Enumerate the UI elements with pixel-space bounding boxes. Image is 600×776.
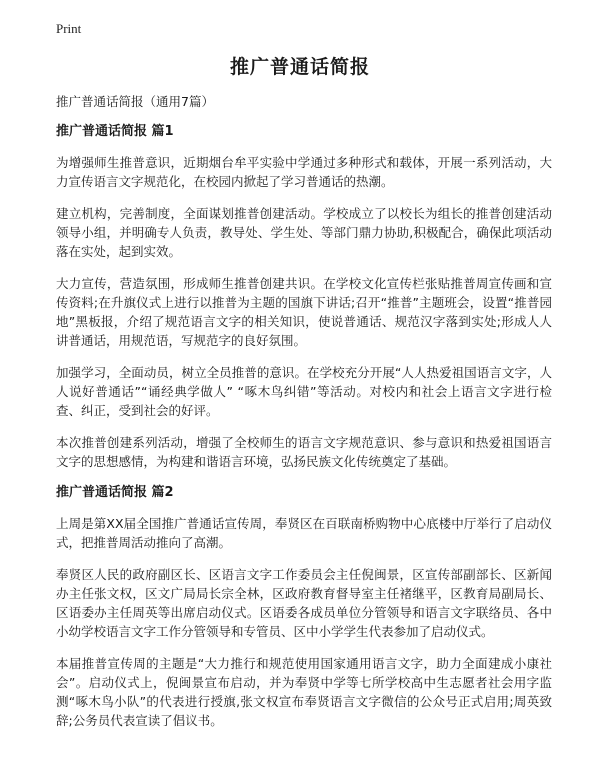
paragraph: 加强学习，全面动员，树立全员推普的意识。在学校充分开展“人人热爱祖国语言文字，人人说好普通话”“诵经典学做人” “啄木鸟纠错”等活动。对校内和社会上语言文字进行检查、纠正，受到社会的好评。: [56, 365, 552, 418]
paragraph: 建立机构，完善制度，全面谋划推普创建活动。学校成立了以校长为组长的推普创建活动领导小组，并明确专人负责，教导处、学生处、等部门鼎力协助,积极配合，确保此项活动落在实处，起到实效。: [56, 206, 552, 259]
document-subtitle: 推广普通话简报（通用7篇）: [56, 94, 214, 109]
section-2: [56, 484, 552, 730]
section-1: [56, 123, 552, 471]
paragraph: 上周是第XX届全国推广普通话宣传周，奉贤区在百联南桥购物中心底楼中厅举行了启动仪式，把推普周活动推向了高潮。: [56, 516, 552, 550]
paragraph: 为增强师生推普意识，近期烟台牟平实验中学通过多种形式和载体，开展一系列活动，大力宣传语言文字规范化，在校园内掀起了学习普通话的热潮。: [56, 155, 552, 189]
article-body: [56, 123, 552, 743]
page-title: 推广普通话简报: [229, 56, 370, 78]
section-heading: 推广普通话简报 篇1: [56, 124, 174, 139]
section-heading: 推广普通话简报 篇2: [56, 485, 174, 500]
paragraph: 本届推普宣传周的主题是“大力推行和规范使用国家通用语言文字，助力全面建成小康社会”。启动仪式上，倪闽景宣布启动，并为奉贤中学等七所学校高中生志愿者社会用字监测“啄木鸟小队”的代表进行授旗,张文权宣布奉贤语言文字微信的公众号正式启用;周英致辞;公务员代表宣读了倡议书。: [56, 656, 552, 728]
paragraph: 奉贤区人民的政府副区长、区语言文字工作委员会主任倪闽景，区宣传部副部长、区新闻办主任张文权，区文广局局长宗全林，区政府教育督导室主任褚继平，区教育局副局长、区语委办主任周英等出席启动仪式。区语委各成员单位分管领导和语言文字联络员、各中小幼学校语言文字工作分管领导和专管员、区中小学学生代表参加了启动仪式。: [56, 567, 552, 639]
paragraph: 本次推普创建系列活动，增强了全校师生的语言文字规范意识、参与意识和热爱祖国语言文字的思想感情，为构建和谐语言环境，弘扬民族文化传统奠定了基础。: [56, 435, 552, 469]
print-link[interactable]: Print: [56, 21, 82, 36]
paragraph: 大力宣传，营造氛围，形成师生推普创建共识。在学校文化宣传栏张贴推普周宣传画和宣传资料;在升旗仪式上进行以推普为主题的国旗下讲话;召开“推普”主题班会，设置“推普园地”黑板报，介绍了规范语言文字的相关知识，使说普通话、规范汉字落到实处;形成人人讲普通话，用规范语，写规范字的良好氛围。: [56, 276, 552, 348]
